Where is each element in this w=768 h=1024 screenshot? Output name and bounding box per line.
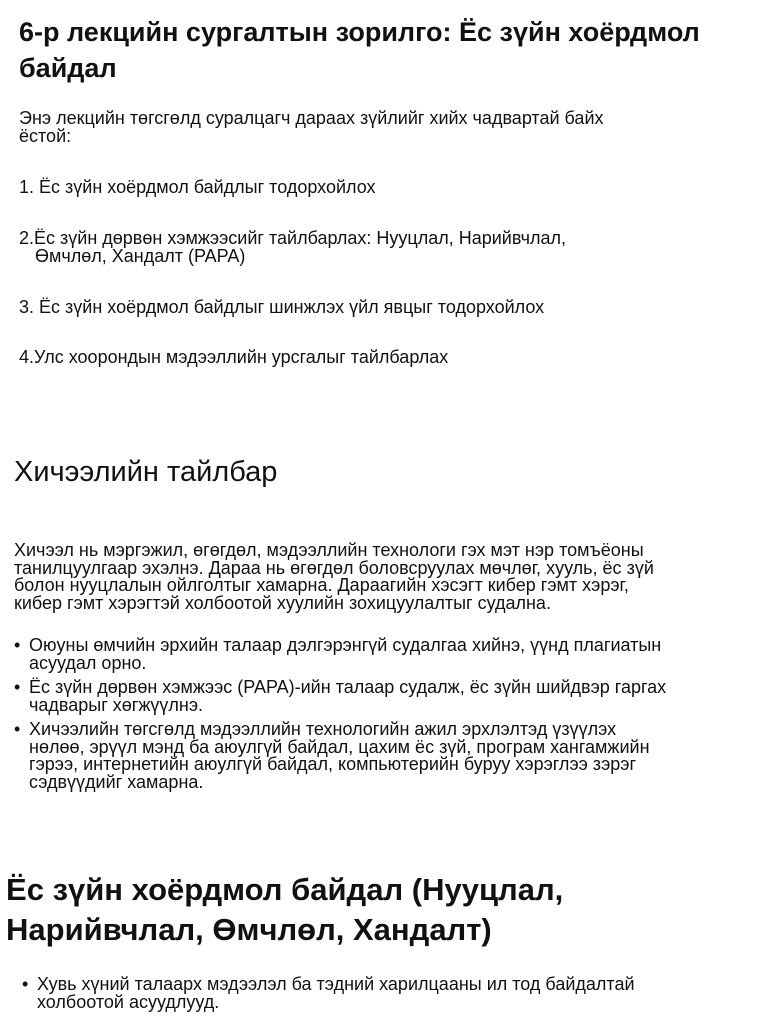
- description-bullet-list: [14, 637, 674, 798]
- objective-item: [19, 298, 699, 316]
- list-item: [14, 637, 674, 672]
- lecture-objectives-title: 6-р лекцийн сургалтын зорилго: Ёс зүйн хоёрдмол байдал: [19, 17, 700, 83]
- bullet-icon: •: [14, 719, 21, 739]
- list-item: [14, 679, 674, 714]
- list-item-text: Оюуны өмчийн эрхийн талаар дэлгэрэнгүй судалгаа хийнэ, үүнд плагиатын асуудал орно.: [29, 635, 662, 673]
- objective-item: [19, 229, 699, 265]
- course-description-heading: Хичээлийн тайлбар: [14, 456, 278, 488]
- objective-text: 4.Улс хоорондын мэдээллийн урсгалыг тайлбарлах: [19, 347, 449, 367]
- objective-item: [19, 178, 699, 196]
- ethical-dilemma-bullet-list: [22, 975, 662, 1011]
- list-item-text: Хувь хүний талаарх мэдээлэл ба тэдний харилцааны ил тод байдалтай холбоотой асуудлууд.: [37, 974, 635, 1012]
- objective-text-continued: Өмчлөл, Хандалт (PAPA): [35, 246, 246, 266]
- ethical-dilemma-heading: Ёс зүйн хоёрдмол байдал (Нууцлал, Нарийвчлал, Өмчлөл, Хандалт): [6, 872, 564, 947]
- course-description-text: Хичээл нь мэргэжил, өгөгдөл, мэдээллийн технологи гэх мэт нэр томъёоны танилцуулгаар эхэлнэ. Дараа нь өгөгдөл боловсруулах мөчлөг, хууль, ёс зүй болон нууцлалын ойлголтыг хамарна. Дараагийн хэсэгт кибер гэмт хэрэг, кибер гэмт хэрэгтэй холбоотой хуулийн зохицуулалтыг судална.: [14, 540, 654, 613]
- list-item-text: Ёс зүйн дөрвөн хэмжээс (PAPA)-ийн талаар судалж, ёс зүйн шийдвэр гаргах чадварыг хөгжүүлнэ.: [29, 677, 667, 715]
- intro-text: Энэ лекцийн төгсгөлд суралцагч дараах зүйлийг хийх чадвартай байх ёстой:: [19, 108, 604, 146]
- objective-text: 1. Ёс зүйн хоёрдмол байдлыг тодорхойлох: [19, 177, 376, 197]
- bullet-icon: •: [14, 635, 21, 655]
- bullet-icon: •: [22, 974, 29, 994]
- bullet-icon: •: [14, 677, 21, 697]
- list-item-text: Хичээлийн төгсгөлд мэдээллийн технологийн ажил эрхлэлтэд үзүүлэх нөлөө, эрүүл мэнд ба аюулгүй байдал, цахим ёс зүй, програм хангамжийн гэрээ, интернетийн аюулгүй байдал, компьютерийн буруу хэрэглээ зэрэг сэдвүүдийг хамарна.: [29, 719, 650, 792]
- objective-text: 3. Ёс зүйн хоёрдмол байдлыг шинжлэх үйл явцыг тодорхойлох: [19, 297, 545, 317]
- objective-item: [19, 348, 699, 366]
- list-item: [14, 721, 674, 791]
- objective-text: 2.Ёс зүйн дөрвөн хэмжээсийг тайлбарлах: Нууцлал, Нарийвчлал,: [19, 228, 566, 248]
- list-item: [22, 975, 662, 1011]
